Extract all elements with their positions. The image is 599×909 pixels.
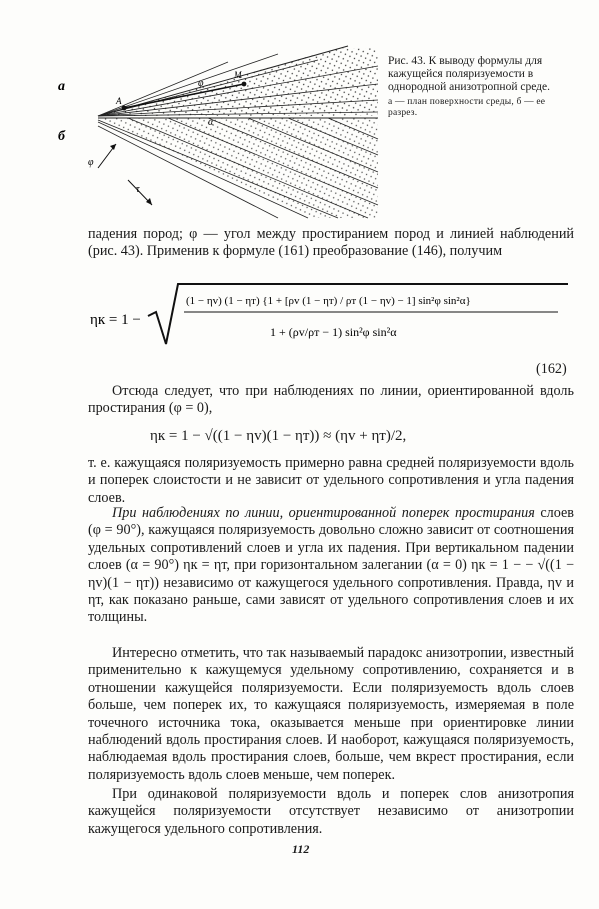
formula-denominator: 1 + (ρv/ρт − 1) sin²φ sin²α (270, 325, 397, 339)
point-m (242, 82, 247, 87)
formula-along-strike: ηк = 1 − √((1 − ηv)(1 − ηт)) ≈ (ηv + ηт)/2, (150, 428, 407, 444)
formula-lhs: ηк = 1 − (90, 312, 141, 328)
point-a (122, 106, 127, 111)
caption-legend: а — план поверхности среды, б — ее разрез. (388, 97, 546, 118)
label-b: б (58, 129, 65, 144)
paragraph-4 (88, 505, 574, 627)
section-view (98, 118, 378, 218)
figure-caption (388, 55, 568, 119)
paragraph-5: Интересно отметить, что так называемый парадокс анизотропии, известный применительно к кажущемуся удельному сопротивлению, сохраняется и в отношении кажущейся поляризуемости. Если поляризуемость вдоль слоев больше, чем поперек их, то кажущаяся поляризуемость, измеряемая в поле точечного источника тока, оказывается меньше при ориентировке линии наблюдений вдоль простирания слоев. И наоборот, кажущаяся поляризуемость, наблюдаемая вдоль простирания слоев, больше, чем вкрест простирания, если поляризуемость вдоль слоев меньше, чем поперек. (88, 645, 574, 783)
paragraph-3: т. е. кажущаяся поляризуемость примерно равна средней поляризуемости вдоль и поперек слоистости и не зависит от удельного сопротивления и угла падения слоев. (88, 455, 574, 506)
page-number: 112 (292, 842, 310, 856)
paragraph-4-italic: При наблюдениях по линии, ориентированной поперек простирания (112, 505, 535, 521)
label-tau: τ (136, 184, 140, 195)
paragraph-6: При одинаковой поляризуемости вдоль и поперек слов анизотропия кажущейся поляризуемости отсутствует независимо от анизотропии кажущегося удельного сопротивления. (88, 786, 574, 837)
label-M: M (234, 70, 242, 80)
formula-162 (90, 280, 570, 360)
paragraph-2: Отсюда следует, что при наблюдениях по линии, ориентированной вдоль простирания (φ = 0), (88, 383, 574, 417)
label-alpha: α (208, 117, 214, 128)
figure-43 (58, 40, 388, 220)
paragraph-1: падения пород; φ — угол между простиранием пород и линией наблюдений (рис. 43). Применив к формуле (161) преобразование (146), получим (88, 226, 574, 260)
label-A: A (116, 96, 122, 106)
caption-title: Рис. 43. К выводу формулы для кажущейся поляризуемости в однородной анизотропной среде. (388, 55, 551, 93)
label-phi2: φ (88, 157, 94, 168)
paragraph-4-rest: слоев (φ = 90°), кажущаяся поляризуемость довольно сложно зависит от соотношения удельных сопротивлений слоев и угла их падения. При вертикальном падении слоев (α = 90°) ηк = ηт, при горизонтальном залегании (α = 0) ηк = 1 − − √((1 − ηv)(1 − ηт)) независимо от кажущегося удельного сопротивления. Правда, ηv и ηт, как показано раньше, сами зависят от удельного сопротивления слоев и их толщины. (88, 505, 575, 626)
label-phi: φ (198, 78, 204, 89)
equation-number: (162) (536, 361, 567, 377)
formula-numerator: (1 − ηv) (1 − ηт) {1 + [ρv (1 − ηт) / ρт (1 − ηv) − 1] sin²φ sin²α} (186, 295, 471, 307)
label-a: а (58, 79, 65, 94)
